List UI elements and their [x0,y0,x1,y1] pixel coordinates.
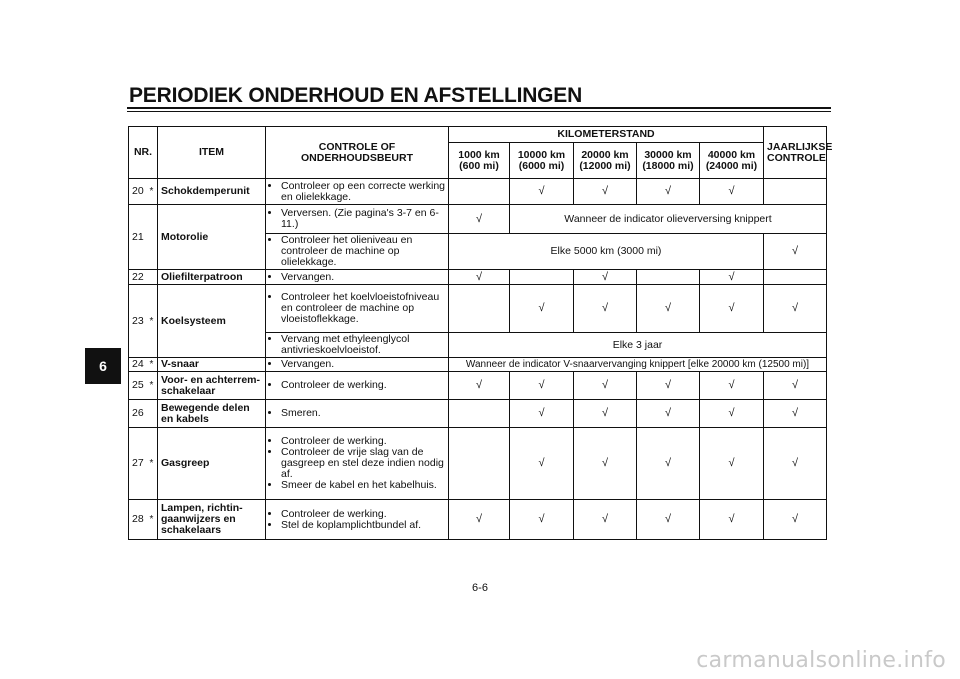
row-control: • Verversen. (Zie pagina's 3-7 en 6-11.) [266,205,449,234]
row-star [147,205,158,270]
row-control: • Controleer de werking. • Stel de koplamplichtbundel af. [266,500,449,540]
row-star: * [147,358,158,372]
check-mark: √ [510,428,574,500]
check-mark: √ [637,428,700,500]
row-item: Motorolie [158,205,266,270]
row-number: 27 [129,428,147,500]
header-km-1: 1000 km (600 mi) [449,143,510,179]
check-mark: √ [574,428,637,500]
check-mark: √ [700,270,764,285]
header-nr: NR. [129,127,158,179]
row-item: Voor- en achterrem-schakelaar [158,372,266,400]
check-mark: √ [764,428,827,500]
check-mark: √ [700,400,764,428]
check-mark: √ [700,428,764,500]
check-mark: √ [574,285,637,333]
header-km-2: 10000 km (6000 mi) [510,143,574,179]
row-control: • Controleer de werking. • Controleer de vrije slag van de gasgreep en stel deze indien nodig af. • Smeer de kabel en het kabelhuis. [266,428,449,500]
watermark: carmanualsonline.info [696,648,946,673]
interval-note: Elke 5000 km (3000 mi) [449,234,764,270]
check-mark: √ [700,500,764,540]
table-row [129,205,827,234]
chapter-tab: 6 [85,348,121,384]
row-number: 20 [129,179,147,205]
row-star [147,270,158,285]
table-row [129,285,827,333]
row-control: • Vervangen. [266,270,449,285]
row-control: • Vervang met ethyleenglycol antivrieskoelvloeistof. [266,333,449,358]
check-mark: √ [764,400,827,428]
interval-note: Wanneer de indicator V-snaarvervanging knippert [elke 20000 km (12500 mi)] [449,358,827,372]
check-mark: √ [700,179,764,205]
check-mark: √ [510,500,574,540]
row-control: • Vervangen. [266,358,449,372]
row-item: Bewegende delen en kabels [158,400,266,428]
header-km-3: 20000 km (12000 mi) [574,143,637,179]
row-item: Koelsysteem [158,285,266,358]
header-kilometerstand: KILOMETERSTAND [449,127,764,143]
row-star: * [147,428,158,500]
check-mark: √ [764,285,827,333]
table-row [129,179,827,205]
row-number: 22 [129,270,147,285]
check-mark: √ [764,234,827,270]
table-row [129,500,827,540]
title-rule-thin [127,111,831,112]
header-control: CONTROLE OF ONDERHOUDSBEURT [266,127,449,179]
row-number: 28 [129,500,147,540]
row-number: 25 [129,372,147,400]
page-title: PERIODIEK ONDERHOUD EN AFSTELLINGEN [129,84,583,107]
check-mark: √ [449,205,510,234]
row-item: Oliefilterpatroon [158,270,266,285]
check-mark: √ [637,400,700,428]
check-mark: √ [637,372,700,400]
check-mark: √ [574,400,637,428]
title-rule-thick [127,107,831,109]
check-mark: √ [510,372,574,400]
check-mark: √ [574,500,637,540]
check-mark: √ [574,372,637,400]
row-star: * [147,500,158,540]
header-yearly-check: JAARLIJKSE CONTROLE [764,127,827,179]
row-number: 23 [129,285,147,358]
header-item: ITEM [158,127,266,179]
table-row [129,400,827,428]
table-row [129,270,827,285]
row-item: Lampen, richtin-gaanwijzers en schakelaars [158,500,266,540]
check-mark: √ [700,372,764,400]
header-km-4: 30000 km (18000 mi) [637,143,700,179]
check-mark: √ [449,270,510,285]
check-mark: √ [574,270,637,285]
row-star [147,400,158,428]
row-star: * [147,179,158,205]
row-star: * [147,285,158,358]
page-number: 6-6 [472,582,488,594]
row-number: 24 [129,358,147,372]
row-item: Gasgreep [158,428,266,500]
check-mark: √ [700,285,764,333]
row-control: • Controleer de werking. [266,372,449,400]
check-mark: √ [510,285,574,333]
check-mark: √ [764,372,827,400]
check-mark: √ [510,179,574,205]
check-mark: √ [637,500,700,540]
table-row [129,358,827,372]
row-item: V-snaar [158,358,266,372]
row-control: • Smeren. [266,400,449,428]
interval-note: Elke 3 jaar [449,333,827,358]
row-control: • Controleer het koelvloeistofniveau en controleer de machine op vloeistoflekkage. [266,285,449,333]
row-control: • Controleer het olieniveau en controleer de machine op olielekkage. [266,234,449,270]
check-mark: √ [637,285,700,333]
table-row [129,428,827,500]
header-km-5: 40000 km (24000 mi) [700,143,764,179]
maintenance-table [128,126,833,540]
row-control: • Controleer op een correcte werking en olielekkage. [266,179,449,205]
check-mark: √ [764,500,827,540]
check-mark: √ [449,500,510,540]
table-row [129,372,827,400]
check-mark: √ [637,179,700,205]
row-number: 21 [129,205,147,270]
check-mark: √ [510,400,574,428]
row-item: Schokdemperunit [158,179,266,205]
row-number: 26 [129,400,147,428]
check-mark: √ [574,179,637,205]
check-mark: √ [449,372,510,400]
interval-note: Wanneer de indicator olieverversing knippert [510,205,827,234]
row-star: * [147,372,158,400]
